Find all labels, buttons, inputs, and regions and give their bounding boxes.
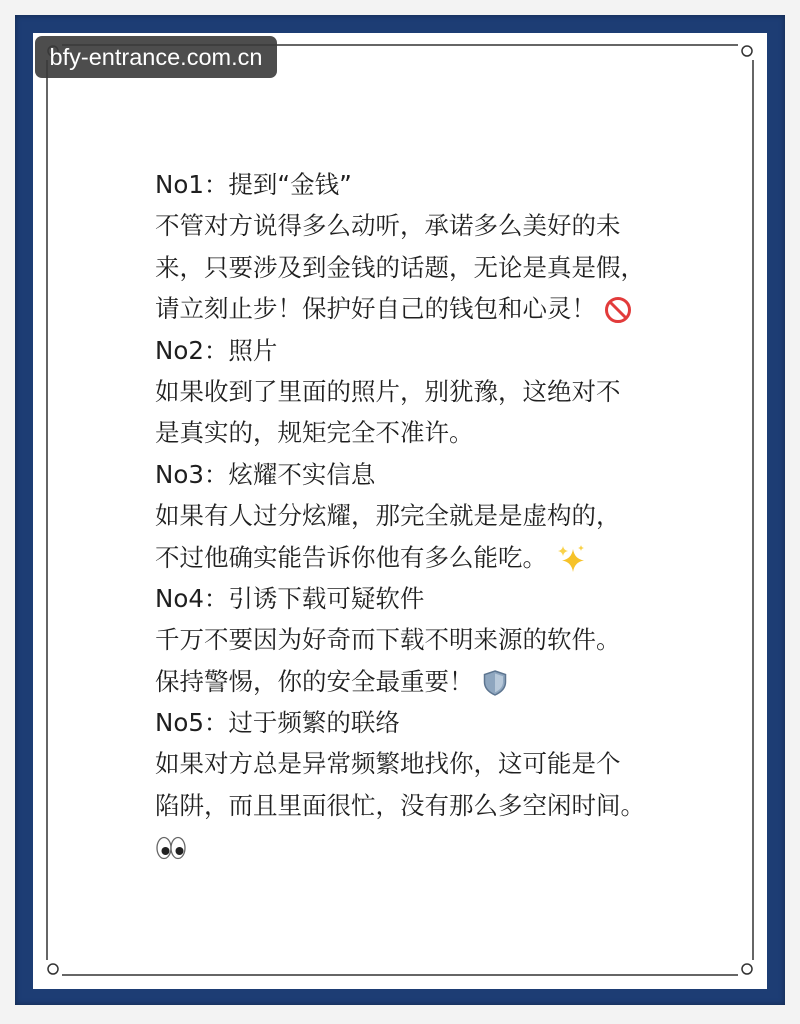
body-line: 千万不要因为好奇而下载不明来源的软件。 — [155, 625, 621, 655]
section-heading: No2：照片 — [155, 335, 278, 365]
body-line — [155, 288, 645, 329]
body-line: 如果对方总是异常频繁地找你，这可能是个 — [155, 749, 621, 779]
watermark-text: bfy-entrance.com.cn — [49, 44, 263, 70]
section-heading: No5：过于频繁的联络 — [155, 708, 400, 738]
section-heading: No3：炫耀不实信息 — [155, 459, 376, 489]
no-entry-icon — [604, 296, 632, 324]
article-body — [155, 164, 645, 868]
watermark-badge — [35, 36, 277, 78]
body-line-text: 请立刻止步！保护好自己的钱包和心灵！ — [155, 294, 596, 324]
body-line — [155, 537, 645, 578]
body-line — [155, 661, 645, 702]
body-line: 如果收到了里面的照片，别犹豫，这绝对不 — [155, 376, 621, 406]
body-line: 不管对方说得多么动听，承诺多么美好的未 — [155, 211, 621, 241]
sparkles-icon — [555, 543, 587, 575]
body-line-text: 保持警惕，你的安全最重要！ — [155, 666, 474, 696]
body-line — [155, 826, 645, 867]
body-line: 是真实的，规矩完全不准许。 — [155, 418, 474, 448]
section-heading: No4：引诱下载可疑软件 — [155, 583, 425, 613]
eyes-icon — [155, 835, 187, 861]
section-heading: No1：提到“金钱” — [155, 170, 352, 199]
body-line-text: 不过他确实能告诉你他有多么能吃。 — [155, 542, 547, 572]
body-line: 陷阱，而且里面很忙，没有那么多空闲时间。 — [155, 790, 645, 820]
body-line: 来，只要涉及到金钱的话题，无论是真是假， — [155, 252, 645, 282]
body-line: 如果有人过分炫耀，那完全就是是虚构的， — [155, 501, 621, 531]
shield-icon — [482, 669, 508, 697]
